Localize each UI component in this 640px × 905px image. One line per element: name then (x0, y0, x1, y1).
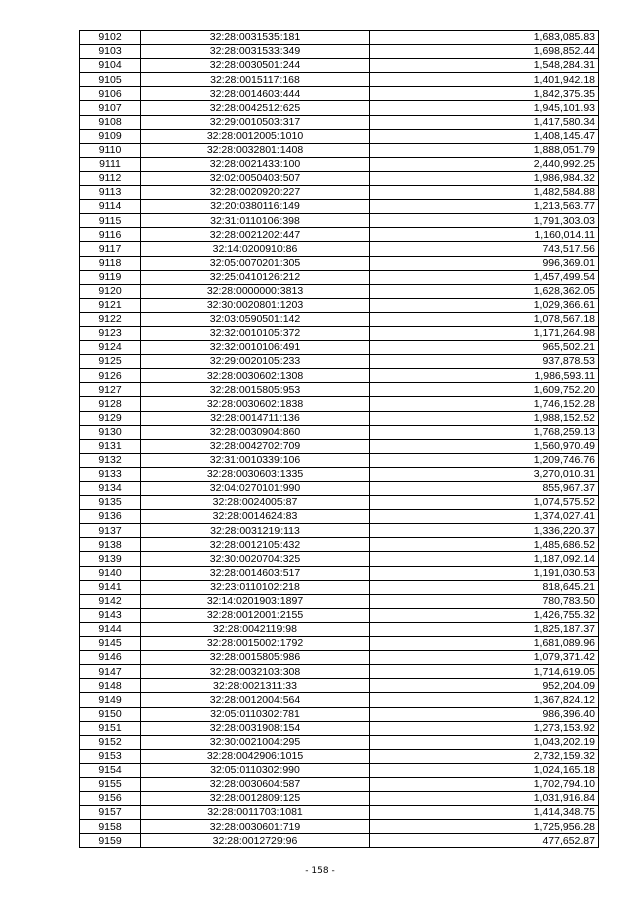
value-cell: 937,878.53 (370, 355, 599, 369)
row-number-cell: 9156 (80, 792, 141, 806)
table-row (80, 538, 599, 552)
value-cell: 1,336,220.37 (370, 524, 599, 538)
cadastral-number-cell: 32:28:0042119:98 (141, 622, 370, 636)
cadastral-number-cell: 32:28:0021202:447 (141, 228, 370, 242)
table-row (80, 228, 599, 242)
row-number-cell: 9108 (80, 115, 141, 129)
table-row (80, 651, 599, 665)
table-row (80, 411, 599, 425)
table-row (80, 707, 599, 721)
cadastral-number-cell: 32:05:0070201:305 (141, 256, 370, 270)
value-cell: 1,043,202.19 (370, 735, 599, 749)
cadastral-number-cell: 32:28:0011703:1081 (141, 806, 370, 820)
cadastral-number-cell: 32:32:0010105:372 (141, 326, 370, 340)
row-number-cell: 9127 (80, 383, 141, 397)
row-number-cell: 9114 (80, 200, 141, 214)
value-cell: 1,609,752.20 (370, 383, 599, 397)
row-number-cell: 9138 (80, 538, 141, 552)
table-row (80, 721, 599, 735)
table-row (80, 834, 599, 848)
value-cell: 1,029,366.61 (370, 298, 599, 312)
value-cell: 477,652.87 (370, 834, 599, 848)
value-cell: 1,825,187.37 (370, 622, 599, 636)
cadastral-number-cell: 32:28:0012729:96 (141, 834, 370, 848)
cadastral-number-cell: 32:23:0110102:218 (141, 580, 370, 594)
row-number-cell: 9115 (80, 214, 141, 228)
row-number-cell: 9134 (80, 482, 141, 496)
cadastral-number-cell: 32:28:0012005:1010 (141, 129, 370, 143)
row-number-cell: 9143 (80, 608, 141, 622)
value-cell: 1,417,580.34 (370, 115, 599, 129)
table-row (80, 679, 599, 693)
cadastral-number-cell: 32:03:0590501:142 (141, 312, 370, 326)
table-row (80, 693, 599, 707)
row-number-cell: 9113 (80, 186, 141, 200)
table-row (80, 200, 599, 214)
row-number-cell: 9158 (80, 820, 141, 834)
cadastral-number-cell: 32:30:0020704:325 (141, 552, 370, 566)
row-number-cell: 9121 (80, 298, 141, 312)
cadastral-number-cell: 32:28:0030602:1308 (141, 369, 370, 383)
table-row (80, 115, 599, 129)
row-number-cell: 9148 (80, 679, 141, 693)
row-number-cell: 9131 (80, 439, 141, 453)
row-number-cell: 9111 (80, 157, 141, 171)
value-cell: 1,560,970.49 (370, 439, 599, 453)
table-row (80, 369, 599, 383)
table-row (80, 763, 599, 777)
cadastral-number-cell: 32:28:0042512:625 (141, 101, 370, 115)
row-number-cell: 9150 (80, 707, 141, 721)
cadastral-value-table (79, 30, 599, 848)
table-row (80, 186, 599, 200)
page-number: - 158 - (305, 866, 335, 876)
row-number-cell: 9106 (80, 87, 141, 101)
table-row (80, 482, 599, 496)
value-cell: 1,273,153.92 (370, 721, 599, 735)
value-cell: 780,783.50 (370, 594, 599, 608)
cadastral-number-cell: 32:28:0012001:2155 (141, 608, 370, 622)
row-number-cell: 9137 (80, 524, 141, 538)
value-cell: 965,502.21 (370, 341, 599, 355)
table-row (80, 608, 599, 622)
row-number-cell: 9104 (80, 59, 141, 73)
table-row (80, 59, 599, 73)
row-number-cell: 9118 (80, 256, 141, 270)
table-row (80, 467, 599, 481)
value-cell: 855,967.37 (370, 482, 599, 496)
row-number-cell: 9130 (80, 425, 141, 439)
value-cell: 1,426,755.32 (370, 608, 599, 622)
row-number-cell: 9159 (80, 834, 141, 848)
table-row (80, 425, 599, 439)
table-row (80, 580, 599, 594)
row-number-cell: 9152 (80, 735, 141, 749)
table-row (80, 171, 599, 185)
cadastral-number-cell: 32:14:0200910:86 (141, 242, 370, 256)
table-row (80, 735, 599, 749)
value-cell: 1,374,027.41 (370, 510, 599, 524)
table-row (80, 355, 599, 369)
row-number-cell: 9140 (80, 566, 141, 580)
value-cell: 1,945,101.93 (370, 101, 599, 115)
row-number-cell: 9132 (80, 453, 141, 467)
cadastral-number-cell: 32:28:0031535:181 (141, 31, 370, 45)
cadastral-number-cell: 32:05:0110302:990 (141, 763, 370, 777)
value-cell: 1,191,030.53 (370, 566, 599, 580)
value-cell: 1,160,014.11 (370, 228, 599, 242)
value-cell: 1,714,619.05 (370, 665, 599, 679)
table-row (80, 87, 599, 101)
cadastral-number-cell: 32:29:0010503:317 (141, 115, 370, 129)
value-cell: 818,645.21 (370, 580, 599, 594)
value-cell: 1,074,575.52 (370, 496, 599, 510)
table-row (80, 806, 599, 820)
row-number-cell: 9157 (80, 806, 141, 820)
value-cell: 1,401,942.18 (370, 73, 599, 87)
table-row (80, 453, 599, 467)
cadastral-number-cell: 32:28:0031533:349 (141, 45, 370, 59)
cadastral-number-cell: 32:28:0012105:432 (141, 538, 370, 552)
cadastral-number-cell: 32:28:0032103:308 (141, 665, 370, 679)
table-row (80, 777, 599, 791)
value-cell: 1,408,145.47 (370, 129, 599, 143)
value-cell: 743,517.56 (370, 242, 599, 256)
value-cell: 1,548,284.31 (370, 59, 599, 73)
row-number-cell: 9151 (80, 721, 141, 735)
table-row (80, 312, 599, 326)
table-row (80, 594, 599, 608)
table-row (80, 637, 599, 651)
cadastral-number-cell: 32:28:0030601:719 (141, 820, 370, 834)
cadastral-number-cell: 32:28:0021433:100 (141, 157, 370, 171)
table-row (80, 143, 599, 157)
row-number-cell: 9144 (80, 622, 141, 636)
table-row (80, 270, 599, 284)
row-number-cell: 9149 (80, 693, 141, 707)
cadastral-number-cell: 32:28:0030904:860 (141, 425, 370, 439)
table-row (80, 157, 599, 171)
value-cell: 1,681,089.96 (370, 637, 599, 651)
value-cell: 952,204.09 (370, 679, 599, 693)
row-number-cell: 9103 (80, 45, 141, 59)
table-row (80, 298, 599, 312)
table-row (80, 552, 599, 566)
row-number-cell: 9110 (80, 143, 141, 157)
value-cell: 1,988,152.52 (370, 411, 599, 425)
cadastral-number-cell: 32:28:0031908:154 (141, 721, 370, 735)
cadastral-number-cell: 32:02:0050403:507 (141, 171, 370, 185)
value-cell: 3,270,010.31 (370, 467, 599, 481)
cadastral-number-cell: 32:28:0015002:1792 (141, 637, 370, 651)
value-cell: 1,024,165.18 (370, 763, 599, 777)
table-row (80, 242, 599, 256)
cadastral-number-cell: 32:28:0015805:986 (141, 651, 370, 665)
row-number-cell: 9155 (80, 777, 141, 791)
cadastral-number-cell: 32:28:0030602:1838 (141, 397, 370, 411)
cadastral-number-cell: 32:28:0014603:517 (141, 566, 370, 580)
row-number-cell: 9107 (80, 101, 141, 115)
cadastral-number-cell: 32:28:0042906:1015 (141, 749, 370, 763)
table-row (80, 510, 599, 524)
value-cell: 986,396.40 (370, 707, 599, 721)
row-number-cell: 9125 (80, 355, 141, 369)
cadastral-number-cell: 32:28:0030604:587 (141, 777, 370, 791)
table-row (80, 496, 599, 510)
table-row (80, 439, 599, 453)
cadastral-number-cell: 32:04:0270101:990 (141, 482, 370, 496)
table-row (80, 101, 599, 115)
row-number-cell: 9122 (80, 312, 141, 326)
row-number-cell: 9154 (80, 763, 141, 777)
row-number-cell: 9153 (80, 749, 141, 763)
table-row (80, 129, 599, 143)
value-cell: 1,842,375.35 (370, 87, 599, 101)
table-row (80, 45, 599, 59)
cadastral-number-cell: 32:31:0010339:106 (141, 453, 370, 467)
table-row (80, 284, 599, 298)
value-cell: 1,414,348.75 (370, 806, 599, 820)
cadastral-number-cell: 32:28:0015117:168 (141, 73, 370, 87)
row-number-cell: 9126 (80, 369, 141, 383)
row-number-cell: 9128 (80, 397, 141, 411)
value-cell: 1,209,746.76 (370, 453, 599, 467)
row-number-cell: 9147 (80, 665, 141, 679)
table-row (80, 341, 599, 355)
value-cell: 1,213,563.77 (370, 200, 599, 214)
value-cell: 1,628,362.05 (370, 284, 599, 298)
value-cell: 1,888,051.79 (370, 143, 599, 157)
value-cell: 1,482,584.88 (370, 186, 599, 200)
table-body (80, 31, 599, 848)
row-number-cell: 9120 (80, 284, 141, 298)
row-number-cell: 9116 (80, 228, 141, 242)
value-cell: 1,986,984.32 (370, 171, 599, 185)
value-cell: 2,440,992.25 (370, 157, 599, 171)
cadastral-number-cell: 32:32:0010106:491 (141, 341, 370, 355)
table-row (80, 214, 599, 228)
cadastral-number-cell: 32:29:0020105:233 (141, 355, 370, 369)
row-number-cell: 9135 (80, 496, 141, 510)
row-number-cell: 9145 (80, 637, 141, 651)
table-row (80, 31, 599, 45)
value-cell: 1,768,259.13 (370, 425, 599, 439)
table-row (80, 73, 599, 87)
cadastral-number-cell: 32:28:0000000:3813 (141, 284, 370, 298)
value-cell: 1,079,371.42 (370, 651, 599, 665)
row-number-cell: 9141 (80, 580, 141, 594)
value-cell: 1,725,956.28 (370, 820, 599, 834)
cadastral-number-cell: 32:31:0110106:398 (141, 214, 370, 228)
cadastral-number-cell: 32:28:0030603:1335 (141, 467, 370, 481)
value-cell: 1,457,499.54 (370, 270, 599, 284)
row-number-cell: 9129 (80, 411, 141, 425)
value-cell: 2,732,159.32 (370, 749, 599, 763)
table-row (80, 383, 599, 397)
cadastral-number-cell: 32:28:0021311:33 (141, 679, 370, 693)
cadastral-number-cell: 32:28:0012809:125 (141, 792, 370, 806)
table-row (80, 665, 599, 679)
value-cell: 1,791,303.03 (370, 214, 599, 228)
row-number-cell: 9117 (80, 242, 141, 256)
cadastral-number-cell: 32:30:0020801:1203 (141, 298, 370, 312)
cadastral-number-cell: 32:25:0410126:212 (141, 270, 370, 284)
row-number-cell: 9119 (80, 270, 141, 284)
table-row (80, 326, 599, 340)
row-number-cell: 9102 (80, 31, 141, 45)
value-cell: 1,746,152.28 (370, 397, 599, 411)
cadastral-number-cell: 32:28:0032801:1408 (141, 143, 370, 157)
row-number-cell: 9109 (80, 129, 141, 143)
cadastral-number-cell: 32:28:0031219:113 (141, 524, 370, 538)
table-row (80, 749, 599, 763)
row-number-cell: 9112 (80, 171, 141, 185)
cadastral-number-cell: 32:28:0024005:87 (141, 496, 370, 510)
cadastral-number-cell: 32:20:0380116:149 (141, 200, 370, 214)
cadastral-number-cell: 32:28:0015805:953 (141, 383, 370, 397)
cadastral-number-cell: 32:28:0014624:83 (141, 510, 370, 524)
row-number-cell: 9124 (80, 341, 141, 355)
cadastral-number-cell: 32:28:0020920:227 (141, 186, 370, 200)
table-row (80, 622, 599, 636)
value-cell: 1,171,264.98 (370, 326, 599, 340)
table-row (80, 820, 599, 834)
cadastral-number-cell: 32:05:0110302:781 (141, 707, 370, 721)
table-row (80, 524, 599, 538)
row-number-cell: 9142 (80, 594, 141, 608)
value-cell: 1,187,092.14 (370, 552, 599, 566)
row-number-cell: 9105 (80, 73, 141, 87)
value-cell: 1,031,916.84 (370, 792, 599, 806)
table-row (80, 566, 599, 580)
table-row (80, 792, 599, 806)
value-cell: 996,369.01 (370, 256, 599, 270)
table-row (80, 397, 599, 411)
value-cell: 1,367,824.12 (370, 693, 599, 707)
cadastral-number-cell: 32:30:0021004:295 (141, 735, 370, 749)
row-number-cell: 9139 (80, 552, 141, 566)
value-cell: 1,702,794.10 (370, 777, 599, 791)
value-cell: 1,078,567.18 (370, 312, 599, 326)
value-cell: 1,986,593.11 (370, 369, 599, 383)
value-cell: 1,485,686.52 (370, 538, 599, 552)
value-cell: 1,698,852.44 (370, 45, 599, 59)
row-number-cell: 9136 (80, 510, 141, 524)
value-cell: 1,683,085.83 (370, 31, 599, 45)
row-number-cell: 9123 (80, 326, 141, 340)
row-number-cell: 9133 (80, 467, 141, 481)
cadastral-number-cell: 32:28:0014711:136 (141, 411, 370, 425)
cadastral-number-cell: 32:28:0042702:709 (141, 439, 370, 453)
cadastral-number-cell: 32:28:0030501:244 (141, 59, 370, 73)
cadastral-number-cell: 32:28:0012004:564 (141, 693, 370, 707)
row-number-cell: 9146 (80, 651, 141, 665)
table-row (80, 256, 599, 270)
cadastral-number-cell: 32:14:0201903:1897 (141, 594, 370, 608)
cadastral-number-cell: 32:28:0014603:444 (141, 87, 370, 101)
